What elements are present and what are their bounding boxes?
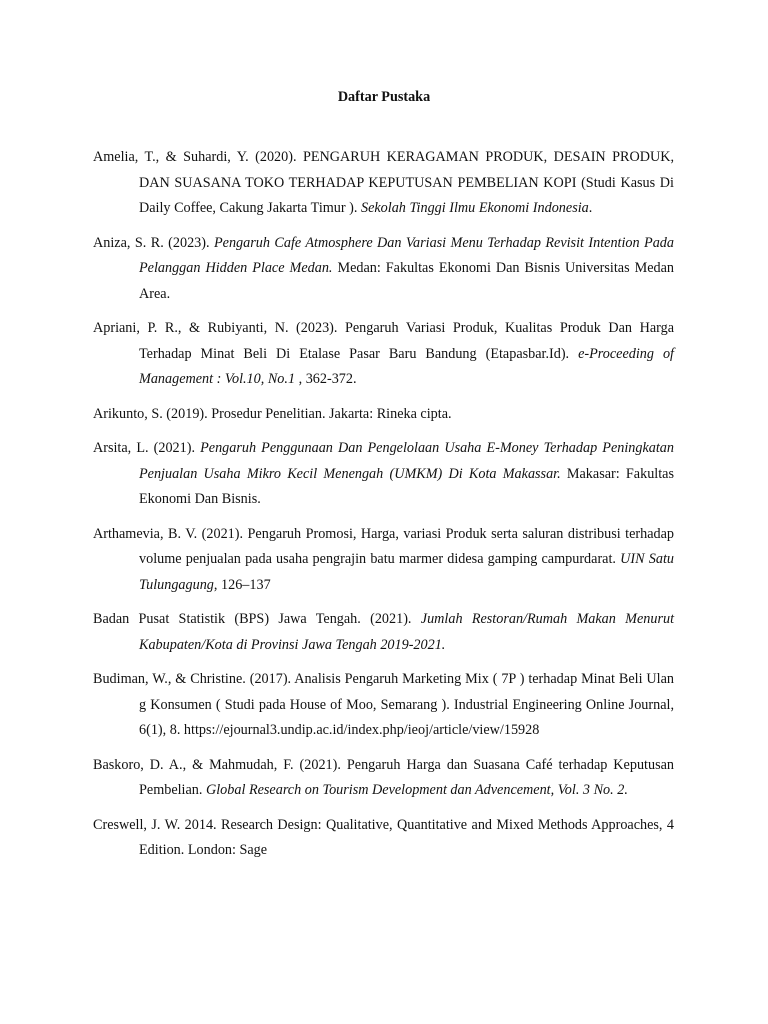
reference-text: Arsita, L. (2021).	[93, 440, 201, 456]
reference-item	[93, 522, 674, 599]
reference-italic: Pengaruh Cafe Atmosphere Dan Variasi Menu Terhadap Revisit Intention Pada Pelanggan Hidden Place Medan.	[139, 234, 674, 276]
reference-text: Aniza, S. R. (2023).	[93, 234, 214, 251]
reference-item	[93, 145, 674, 222]
reference-italic: e-Proceeding of Management : Vol.10, No.1	[139, 345, 674, 387]
reference-text: Amelia, T., & Suhardi, Y. (2020). PENGARUH KERAGAMAN PRODUK, DESAIN PRODUK, DAN SUASANA TOKO TERHADAP KEPUTUSAN PEMBELIAN KOPI (Studi Kasus Di Daily Coffee, Cakung Jakarta Timur ).	[93, 149, 674, 216]
reference-item	[93, 667, 674, 744]
reference-text: Budiman, W., & Christine. (2017). Analisis Pengaruh Marketing Mix ( 7P ) terhadap Minat Beli Ulang Konsumen ( Studi pada House of Moo, Semarang ). Industrial Engineering Online Journal, 6(1), 8. https://ejournal3.undip.ac.id/index.php/ieoj/article/view/15928	[93, 671, 674, 738]
reference-item	[93, 813, 674, 864]
reference-item	[93, 607, 674, 658]
page-title: Daftar Pustaka	[337, 89, 431, 105]
reference-italic: Sekolah Tinggi Ilmu Ekonomi Indonesia	[360, 200, 589, 216]
reference-tail: .	[588, 200, 593, 216]
reference-text: Badan Pusat Statistik (BPS) Jawa Tengah. (2021).	[93, 611, 421, 627]
reference-item	[93, 402, 674, 428]
reference-text: Apriani, P. R., & Rubiyanti, N. (2023). Pengaruh Variasi Produk, Kualitas Produk Dan Harga Terhadap Minat Beli Di Etalase Pasar Baru Bandung (Etapasbar.Id).	[93, 320, 674, 362]
reference-italic: Jumlah Restoran/Rumah Makan Menurut Kabupaten/Kota di Provinsi Jawa Tengah 2019-2021.	[139, 611, 675, 653]
reference-text: Arikunto, S. (2019). Prosedur Penelitian. Jakarta: Rineka cipta.	[93, 405, 452, 422]
reference-tail: , 126–137	[213, 576, 271, 593]
reference-text: Arthamevia, B. V. (2021). Pengaruh Promosi, Harga, variasi Produk serta saluran distribusi terhadap volume penjualan pada usaha pengrajin batu marmer didesa gamping campurdarat.	[93, 525, 674, 567]
reference-item	[93, 436, 674, 513]
reference-tail: Makasar: Fakultas Ekonomi Dan Bisnis.	[139, 465, 674, 507]
reference-list	[93, 145, 674, 873]
reference-item	[93, 316, 674, 393]
reference-text: Creswell, J. W. 2014. Research Design: Qualitative, Quantitative and Mixed Methods Approaches, 4 Edition. London: Sage	[93, 816, 674, 858]
reference-italic: UIN Satu Tulungagung	[139, 551, 675, 593]
reference-tail: Medan: Fakultas Ekonomi Dan Bisnis Universitas Medan Area.	[139, 260, 674, 302]
reference-italic: Pengaruh Penggunaan Dan Pengelolaan Usaha E-Money Terhadap Peningkatan Penjualan Usaha Mikro Kecil Menengah (UMKM) Di Kota Makassar.	[139, 440, 674, 482]
reference-italic: Global Research on Tourism Development dan Advencement, Vol. 3 No. 2.	[205, 782, 628, 798]
reference-item	[93, 231, 674, 308]
reference-item	[93, 753, 674, 804]
reference-text: Baskoro, D. A., & Mahmudah, F. (2021). Pengaruh Harga dan Suasana Café terhadap Keputusan Pembelian.	[93, 756, 674, 798]
reference-tail: , 362-372.	[295, 371, 357, 387]
